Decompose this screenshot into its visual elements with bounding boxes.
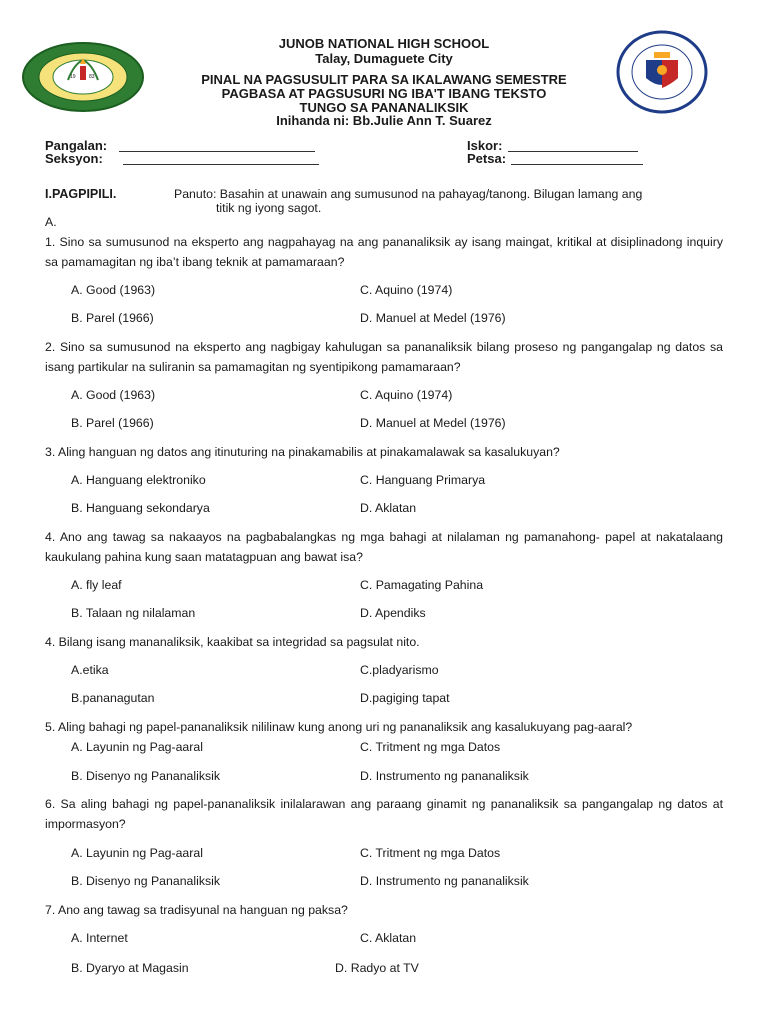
section-sub: A. <box>45 215 57 229</box>
svg-text:83: 83 <box>89 74 95 80</box>
q4b-option-b[interactable]: B.pananagutan <box>71 691 155 705</box>
score-label: Iskor: <box>467 138 503 153</box>
q4-option-c[interactable]: C. Pamagating Pahina <box>360 578 484 592</box>
q6-option-a[interactable]: A. Layunin ng Pag-aaral <box>71 846 203 860</box>
q3-option-c[interactable]: C. Hanguang Primarya <box>360 473 486 487</box>
instructions-line2: titik ng iyong sagot. <box>216 201 322 215</box>
q2-option-c[interactable]: C. Aquino (1974) <box>360 388 453 402</box>
exam-title-line1: PINAL NA PAGSUSULIT PARA SA IKALAWANG SEMESTRE <box>201 72 567 87</box>
q2-option-d[interactable]: D. Manuel at Medel (1976) <box>360 416 506 430</box>
q3-option-b[interactable]: B. Hanguang sekondarya <box>71 501 210 515</box>
q1-option-b[interactable]: B. Parel (1966) <box>71 311 154 325</box>
q2-option-a[interactable]: A. Good (1963) <box>71 388 156 402</box>
q5-option-a[interactable]: A. Layunin ng Pag-aaral <box>71 740 203 754</box>
q1-option-c[interactable]: C. Aquino (1974) <box>360 283 453 297</box>
q7-option-a[interactable]: A. Internet <box>71 931 128 945</box>
q4-option-b[interactable]: B. Talaan ng nilalaman <box>71 606 196 620</box>
score-line[interactable] <box>508 151 638 152</box>
section-label: Seksyon: <box>45 151 103 166</box>
q3-option-d[interactable]: D. Aklatan <box>360 501 417 515</box>
svg-text:19: 19 <box>70 74 76 80</box>
question-5-text: 5. Aling bahagi ng papel-pananaliksik nililinaw kung anong uri ng pananaliksik ang kasalukuyang pag-aaral? <box>45 720 633 734</box>
name-label: Pangalan: <box>45 138 108 153</box>
section-title: I.PAGPIPILI. <box>45 187 117 201</box>
question-7-text: 7. Ano ang tawag sa tradisyunal na hanguan ng paksa? <box>45 903 348 917</box>
exam-title-line3: TUNGO SA PANANALIKSIK <box>299 100 469 115</box>
q4-option-a[interactable]: A. fly leaf <box>71 578 122 592</box>
section-line[interactable] <box>123 164 319 165</box>
q7-option-d[interactable]: D. Radyo at TV <box>335 961 419 975</box>
q5-option-b[interactable]: B. Disenyo ng Pananaliksik <box>71 769 221 783</box>
q5-option-c[interactable]: C. Tritment ng mga Datos <box>360 740 501 754</box>
q3-option-a[interactable]: A. Hanguang elektroniko <box>71 473 206 487</box>
q6-option-b[interactable]: B. Disenyo ng Pananaliksik <box>71 874 221 888</box>
instructions-line1: Panuto: Basahin at unawain ang sumusunod na pahayag/tanong. Bilugan lamang ang <box>174 187 643 201</box>
q4b-option-c[interactable]: C.pladyarismo <box>360 663 439 677</box>
q4b-option-d[interactable]: D.pagiging tapat <box>360 691 450 705</box>
school-name: JUNOB NATIONAL HIGH SCHOOL <box>278 36 490 51</box>
date-line[interactable] <box>511 164 643 165</box>
exam-title-line2: PAGBASA AT PAGSUSURI NG IBA'T IBANG TEKSTO <box>221 86 547 101</box>
prepared-by: Inihanda ni: Bb.Julie Ann T. Suarez <box>276 113 492 128</box>
question-1-text: 1. Sino sa sumusunod na eksperto ang nagpahayag na ang pananaliksik ay isang maingat, kritikal at disiplinadong inquiry sa pamamagitan ng iba’t ibang teknik at pamamaraan? <box>45 235 723 269</box>
question-6-text: 6. Sa aling bahagi ng papel-pananaliksik inilalarawan ang paraang ginamit ng pananaliksik sa pangangalap ng datos at impormasyon? <box>45 797 723 831</box>
q1-option-d[interactable]: D. Manuel at Medel (1976) <box>360 311 506 325</box>
question-3-text: 3. Aling hanguan ng datos ang itinuturing na pinakamabilis at pinakamalawak sa kasalukuyan? <box>45 445 560 459</box>
q2-option-b[interactable]: B. Parel (1966) <box>71 416 154 430</box>
date-label: Petsa: <box>467 151 507 166</box>
q1-option-a[interactable]: A. Good (1963) <box>71 283 156 297</box>
q4-option-d[interactable]: D. Apendiks <box>360 606 426 620</box>
q6-option-c[interactable]: C. Tritment ng mga Datos <box>360 846 501 860</box>
question-4b-text: 4. Bilang isang mananaliksik, kaakibat sa integridad sa pagsulat nito. <box>45 635 420 649</box>
q7-option-c[interactable]: C. Aklatan <box>360 931 417 945</box>
q6-option-d[interactable]: D. Instrumento ng pananaliksik <box>360 874 529 888</box>
name-line[interactable] <box>119 151 315 152</box>
question-4-text: 4. Ano ang tawag sa nakaayos na pagbabalangkas ng mga bahagi at nilalaman ng pamanahong- papel at nakatalaang kaukulang pahina kung saan matatagpuan ang bawat isa? <box>45 530 723 564</box>
question-2-text: 2. Sino sa sumusunod na eksperto ang nagbigay kahulugan sa pananaliksik bilang proseso ng pangangalap ng datos sa isang partikular na suliranin sa pamamagitan ng syentipikong pamamaraan? <box>45 340 723 374</box>
q7-option-b[interactable]: B. Dyaryo at Magasin <box>71 961 189 975</box>
q5-option-d[interactable]: D. Instrumento ng pananaliksik <box>360 769 529 783</box>
q4b-option-a[interactable]: A.etika <box>71 663 109 677</box>
school-location: Talay, Dumaguete City <box>315 51 453 66</box>
